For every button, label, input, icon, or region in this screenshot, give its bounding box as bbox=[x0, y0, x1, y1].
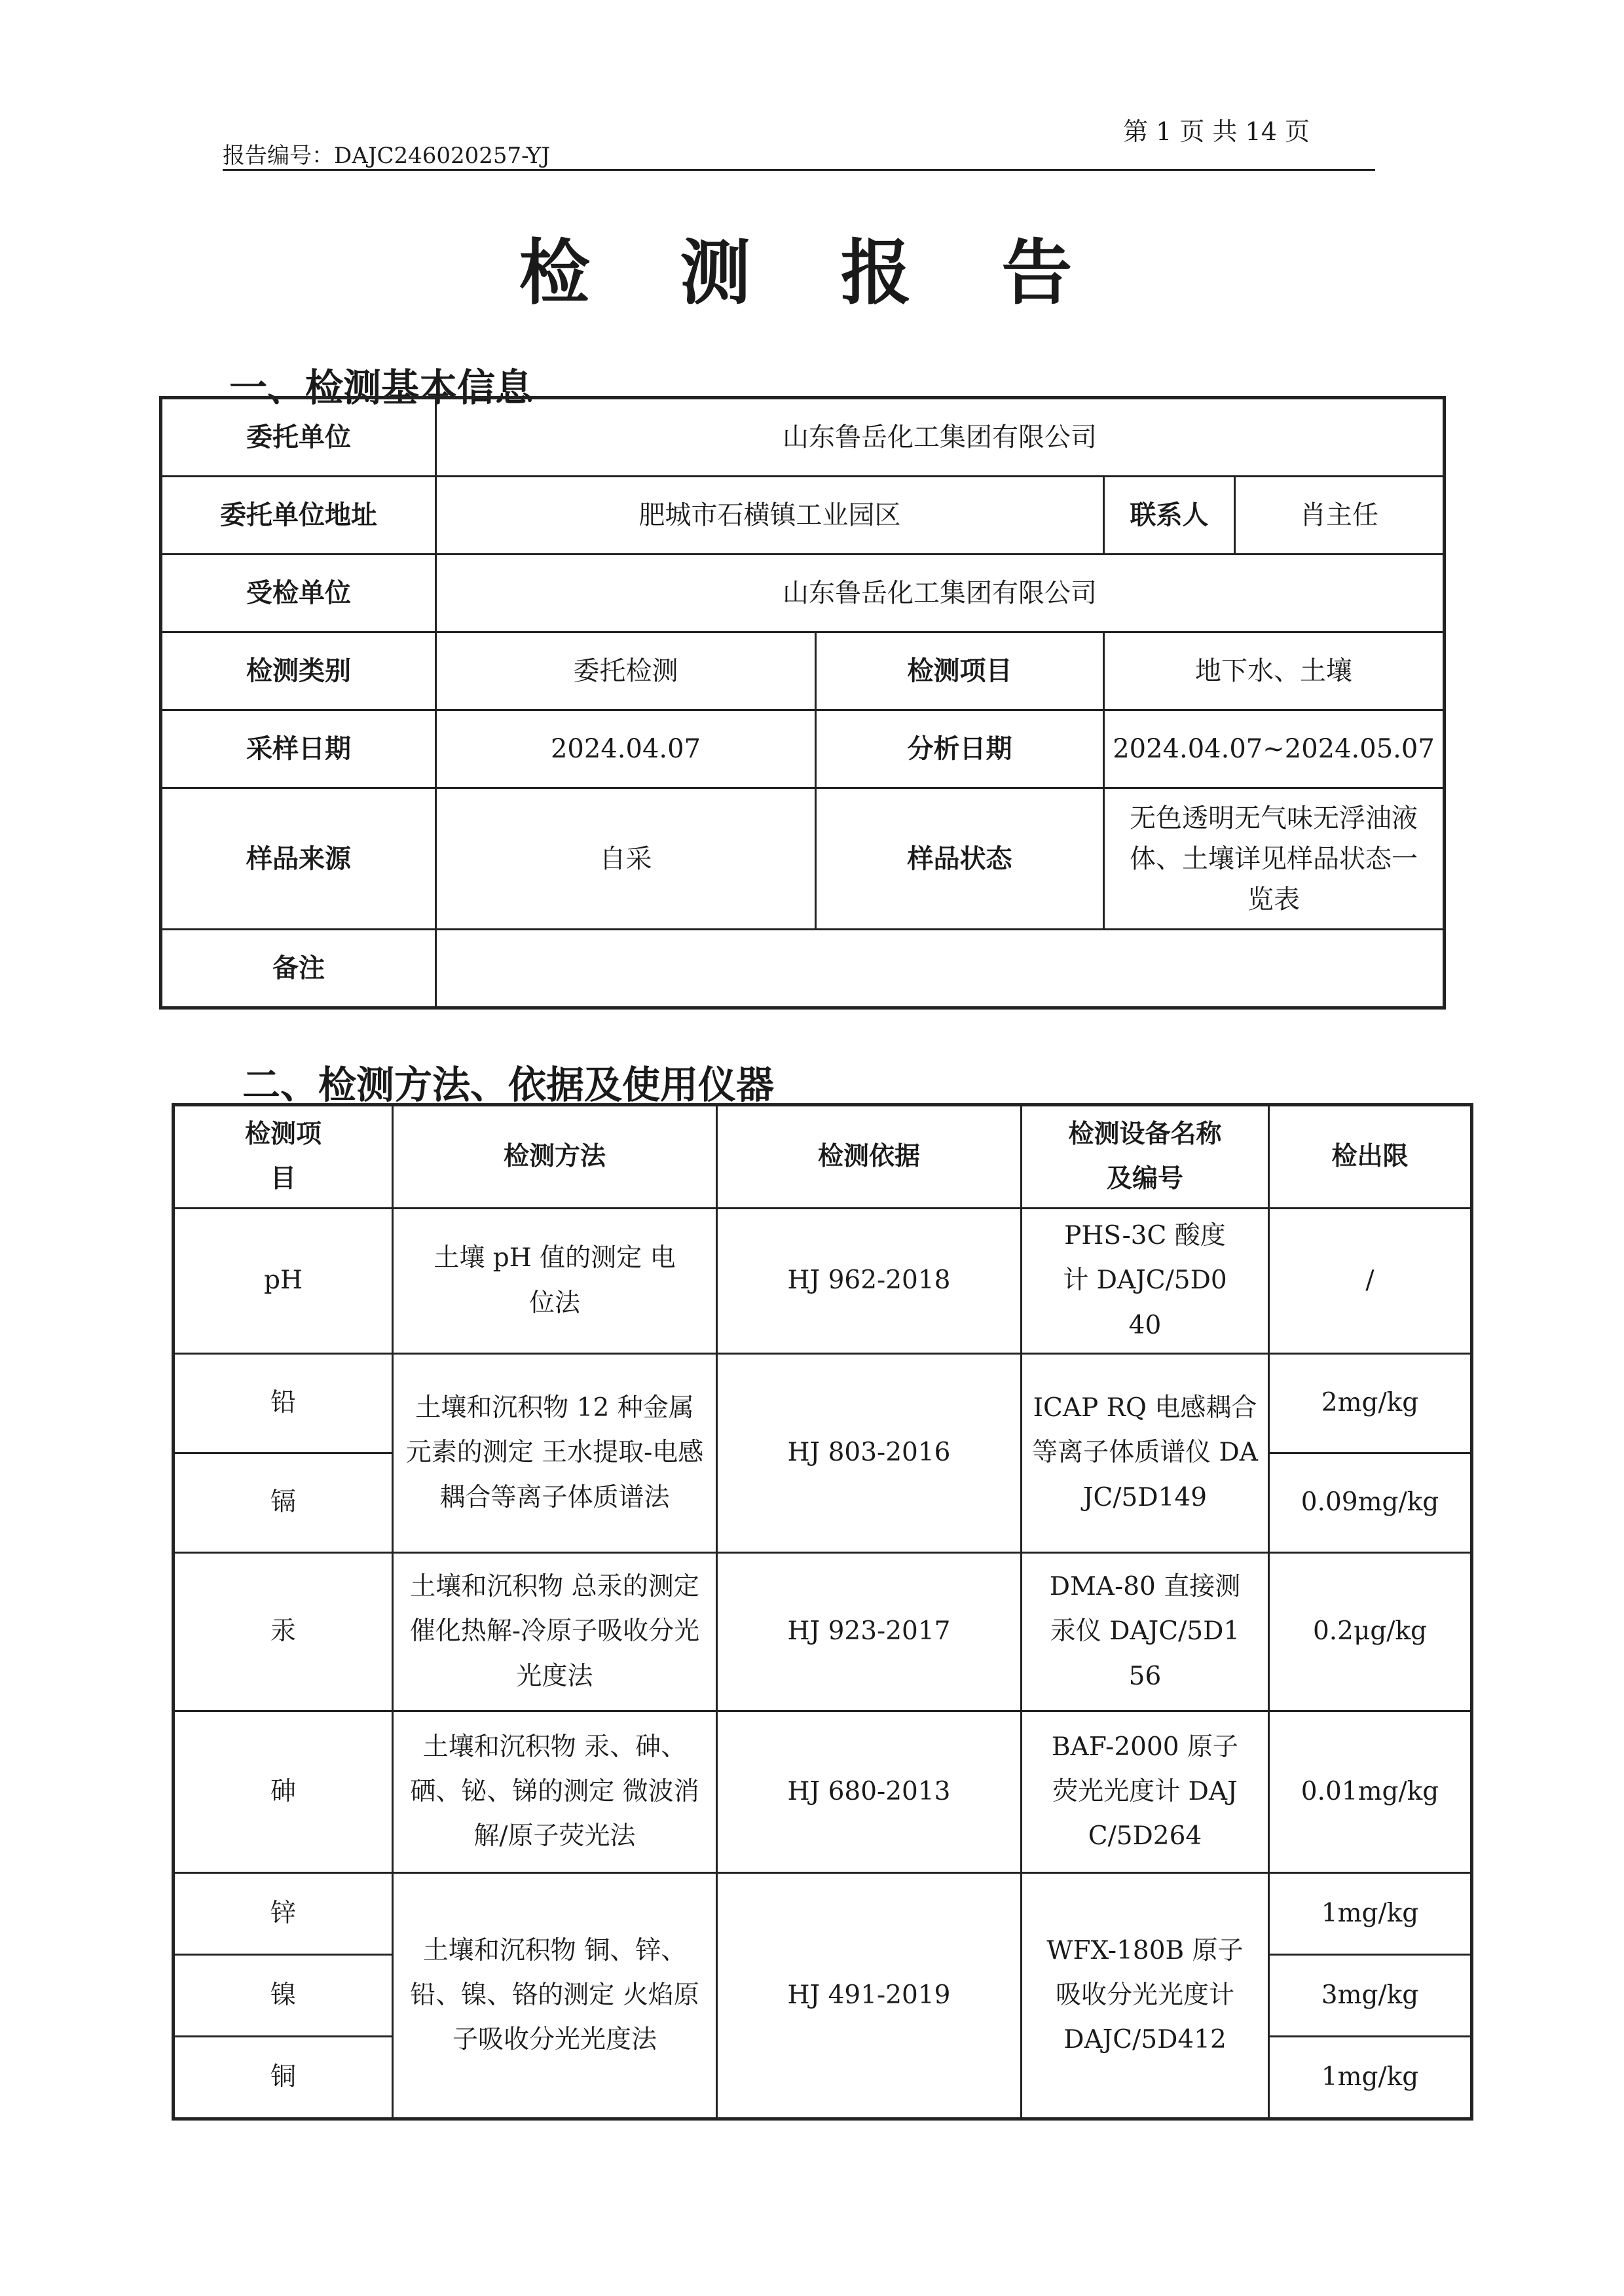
item-label: 检测项目 bbox=[816, 632, 1104, 710]
header-item: 检测项目 bbox=[174, 1105, 393, 1209]
pb-limit: 2mg/kg bbox=[1269, 1354, 1472, 1453]
remark-label: 备注 bbox=[161, 930, 436, 1008]
cu-item: 铜 bbox=[174, 2037, 393, 2119]
inspected-value: 山东鲁岳化工集团有限公司 bbox=[436, 555, 1445, 632]
header-equipment: 检测设备名称及编号 bbox=[1022, 1105, 1269, 1209]
znnicu-standard: HJ 491-2019 bbox=[717, 1873, 1022, 2119]
category-label: 检测类别 bbox=[161, 632, 436, 710]
method-table bbox=[172, 1103, 1473, 2121]
pb-item: 铅 bbox=[174, 1354, 393, 1453]
hg-method: 土壤和沉积物 总汞的测定 催化热解-冷原子吸收分光光度法 bbox=[393, 1553, 717, 1711]
contact-label: 联系人 bbox=[1104, 477, 1235, 555]
as-equipment: BAF-2000 原子荧光光度计 DAJC/5D264 bbox=[1022, 1711, 1269, 1873]
as-limit: 0.01mg/kg bbox=[1269, 1711, 1472, 1873]
as-method: 土壤和沉积物 汞、砷、硒、铋、锑的测定 微波消解/原子荧光法 bbox=[393, 1711, 717, 1873]
client-label: 委托单位 bbox=[161, 398, 436, 477]
table-row bbox=[161, 632, 1445, 710]
category-value: 委托检测 bbox=[436, 632, 816, 710]
header-divider bbox=[223, 169, 1375, 171]
ph-method: 土壤 pH 值的测定 电位法 bbox=[393, 1209, 717, 1354]
ph-limit: / bbox=[1269, 1209, 1472, 1354]
source-label: 样品来源 bbox=[161, 788, 436, 930]
cu-limit: 1mg/kg bbox=[1269, 2037, 1472, 2119]
ph-equipment: PHS-3C 酸度计 DAJC/5D040 bbox=[1022, 1209, 1269, 1354]
address-value: 肥城市石横镇工业园区 bbox=[436, 477, 1104, 555]
analysis-date-value: 2024.04.07~2024.05.07 bbox=[1104, 710, 1445, 788]
hg-item: 汞 bbox=[174, 1553, 393, 1711]
pbcd-standard: HJ 803-2016 bbox=[717, 1354, 1022, 1553]
header-method: 检测方法 bbox=[393, 1105, 717, 1209]
table-row bbox=[174, 1354, 1472, 1453]
znnicu-method: 土壤和沉积物 铜、锌、铅、镍、铬的测定 火焰原子吸收分光光度法 bbox=[393, 1873, 717, 2119]
table-row bbox=[174, 1711, 1472, 1873]
zn-item: 锌 bbox=[174, 1873, 393, 1955]
znnicu-equipment: WFX-180B 原子吸收分光光度计 DAJC/5D412 bbox=[1022, 1873, 1269, 2119]
ph-item: pH bbox=[174, 1209, 393, 1354]
table-row bbox=[161, 930, 1445, 1008]
header-standard: 检测依据 bbox=[717, 1105, 1022, 1209]
ph-standard: HJ 962-2018 bbox=[717, 1209, 1022, 1354]
table-row bbox=[174, 1209, 1472, 1354]
contact-value: 肖主任 bbox=[1235, 477, 1445, 555]
pbcd-method: 土壤和沉积物 12 种金属元素的测定 王水提取-电感耦合等离子体质谱法 bbox=[393, 1354, 717, 1553]
report-number: 报告编号：DAJC246020257-YJ bbox=[223, 143, 550, 169]
sampling-date-value: 2024.04.07 bbox=[436, 710, 816, 788]
hg-limit: 0.2μg/kg bbox=[1269, 1553, 1472, 1711]
table-row bbox=[161, 477, 1445, 555]
table-row bbox=[161, 398, 1445, 477]
inspected-label: 受检单位 bbox=[161, 555, 436, 632]
ni-limit: 3mg/kg bbox=[1269, 1955, 1472, 2037]
section1-title: 一、检测基本信息 bbox=[229, 365, 534, 410]
report-title: 检 测 报 告 bbox=[519, 232, 1105, 314]
table-row bbox=[174, 1873, 1472, 1955]
ni-item: 镍 bbox=[174, 1955, 393, 2037]
table-row bbox=[174, 1553, 1472, 1711]
address-label: 委托单位地址 bbox=[161, 477, 436, 555]
header-limit: 检出限 bbox=[1269, 1105, 1472, 1209]
client-value: 山东鲁岳化工集团有限公司 bbox=[436, 398, 1445, 477]
remark-value bbox=[436, 930, 1445, 1008]
hg-equipment: DMA-80 直接测汞仪 DAJC/5D156 bbox=[1022, 1553, 1269, 1711]
analysis-date-label: 分析日期 bbox=[816, 710, 1104, 788]
table-row bbox=[161, 710, 1445, 788]
source-value: 自采 bbox=[436, 788, 816, 930]
hg-standard: HJ 923-2017 bbox=[717, 1553, 1022, 1711]
pbcd-equipment: ICAP RQ 电感耦合等离子体质谱仪 DAJC/5D149 bbox=[1022, 1354, 1269, 1553]
as-item: 砷 bbox=[174, 1711, 393, 1873]
state-label: 样品状态 bbox=[816, 788, 1104, 930]
table-header-row bbox=[174, 1105, 1472, 1209]
state-value: 无色透明无气味无浮油液体、土壤详见样品状态一览表 bbox=[1104, 788, 1445, 930]
section2-title: 二、检测方法、依据及使用仪器 bbox=[242, 1063, 775, 1107]
cd-limit: 0.09mg/kg bbox=[1269, 1453, 1472, 1553]
page-header bbox=[223, 111, 1375, 170]
page-number: 第 1 页 共 14 页 bbox=[1123, 117, 1310, 146]
sampling-date-label: 采样日期 bbox=[161, 710, 436, 788]
cd-item: 镉 bbox=[174, 1453, 393, 1553]
table-row bbox=[161, 555, 1445, 632]
table-row bbox=[161, 788, 1445, 930]
basic-info-table bbox=[159, 396, 1446, 1010]
item-value: 地下水、土壤 bbox=[1104, 632, 1445, 710]
zn-limit: 1mg/kg bbox=[1269, 1873, 1472, 1955]
as-standard: HJ 680-2013 bbox=[717, 1711, 1022, 1873]
